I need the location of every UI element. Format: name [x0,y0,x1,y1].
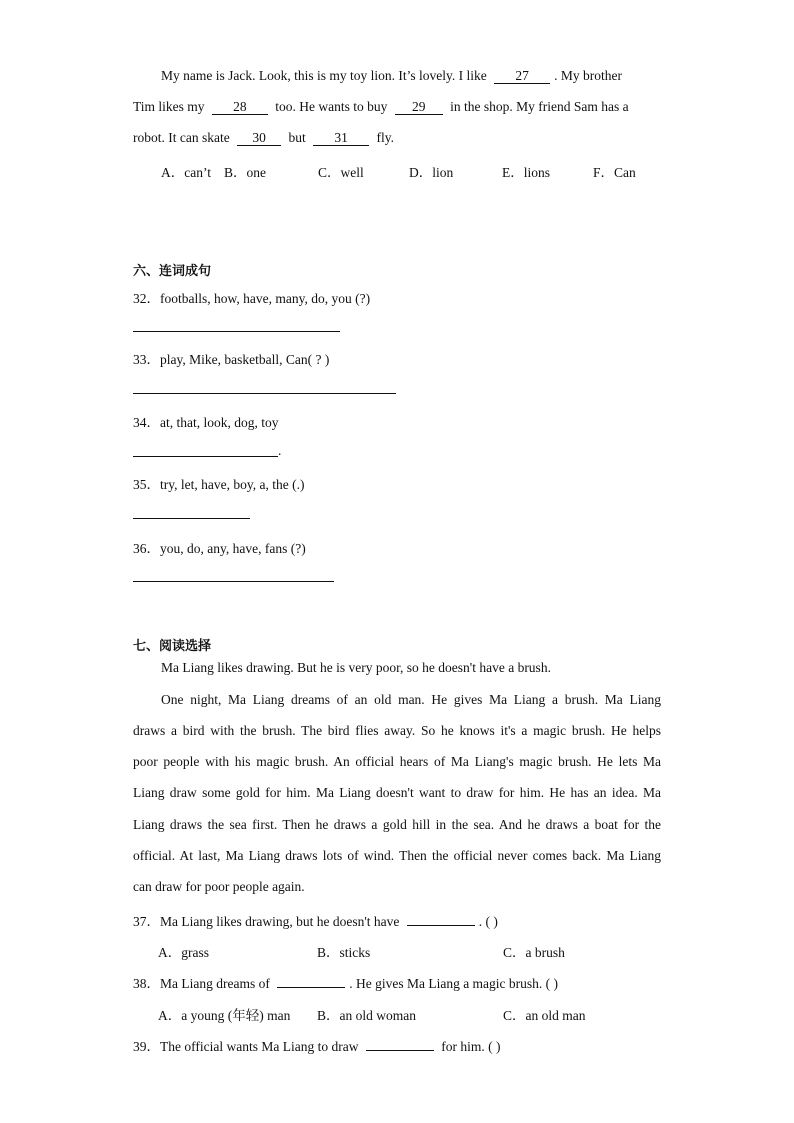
question-34: 34．at, that, look, dog, toy [133,415,279,430]
passage-paragraph-1: Ma Liang likes drawing. But he is very poor, so he doesn't have a brush. [161,660,551,675]
blank-28[interactable]: 28 [212,100,268,115]
question-33: 33．play, Mike, basketball, Can( ? ) [133,352,330,367]
q38-option-b[interactable]: B．an old woman [317,1008,416,1023]
section-6-heading: 六、连词成句 [133,264,212,279]
question-38-tail: . He gives Ma Liang a magic brush. ( ) [349,976,559,991]
answer-line-35[interactable] [133,518,250,519]
answer-line-34[interactable] [133,456,278,457]
cloze-text: robot. It can skate [133,130,230,145]
cloze-text: in the shop. My friend Sam has a [450,99,629,114]
passage-line: draws a bird with the brush. The bird flies away. So he knows it's a magic brush. He helps [133,723,661,738]
question-37 [133,910,498,930]
option-f[interactable]: F．Can [593,165,636,180]
blank-31[interactable]: 31 [313,131,369,146]
passage-line: One night, Ma Liang dreams of an old man. He gives Ma Liang a brush. Ma Liang [161,692,661,707]
question-32: 32．footballs, how, have, many, do, you (?) [133,291,371,306]
question-39-tail: for him. ( ) [441,1039,501,1054]
cloze-text: too. He wants to buy [275,99,388,114]
passage-line: can draw for poor people again. [133,879,305,894]
option-d[interactable]: D．lion [409,165,454,180]
question-35: 35．try, let, have, boy, a, the (.) [133,477,305,492]
question-37-tail: . ( ) [478,914,498,929]
question-39 [133,1035,500,1055]
answer-34-period: . [278,443,282,458]
cloze-text: but [288,130,306,145]
blank-37[interactable] [407,925,475,926]
option-e[interactable]: E．lions [502,165,551,180]
question-36: 36．you, do, any, have, fans (?) [133,541,306,556]
blank-29[interactable]: 29 [395,100,443,115]
passage-line: poor people with his magic brush. An official hears of Ma Liang's magic brush. He lets Ma [133,754,661,769]
q38-option-c[interactable]: C．an old man [503,1008,586,1023]
blank-27[interactable]: 27 [494,69,550,84]
answer-line-32[interactable] [133,331,340,332]
q37-option-b[interactable]: B．sticks [317,945,371,960]
section-7-heading: 七、阅读选择 [133,639,212,654]
question-38-text: 38．Ma Liang dreams of [133,976,270,991]
cloze-text: My name is Jack. Look, this is my toy lion. It’s lovely. I like [161,68,487,83]
option-b[interactable]: B．one [224,165,266,180]
cloze-line-1 [161,68,622,84]
blank-38[interactable] [277,987,345,988]
answer-line-33[interactable] [133,393,396,394]
passage-line: Liang draw some gold for him. Ma Liang doesn't want to draw for him. He has an idea. Ma [133,785,661,800]
question-38 [133,972,558,992]
answer-line-36[interactable] [133,581,334,582]
cloze-line-3 [133,130,394,146]
cloze-text: Tim likes my [133,99,205,114]
blank-30[interactable]: 30 [237,131,281,146]
cloze-text: fly. [376,130,394,145]
option-c[interactable]: C．well [318,165,364,180]
question-37-text: 37．Ma Liang likes drawing, but he doesn't have [133,914,400,929]
q37-option-c[interactable]: C．a brush [503,945,565,960]
passage-line: Liang draws the sea first. Then he draws a gold hill in the sea. And he draws a boat for the [133,817,661,832]
blank-39[interactable] [366,1050,434,1051]
cloze-text: . My brother [554,68,622,83]
q38-option-a[interactable]: A．a young (年轻) man [158,1008,291,1023]
question-39-text: 39．The official wants Ma Liang to draw [133,1039,359,1054]
option-a[interactable]: A．can’t [161,165,211,180]
q37-option-a[interactable]: A．grass [158,945,209,960]
passage-line: official. At last, Ma Liang draws lots of wind. Then the official never comes back. Ma Liang [133,848,661,863]
cloze-line-2 [133,99,629,115]
